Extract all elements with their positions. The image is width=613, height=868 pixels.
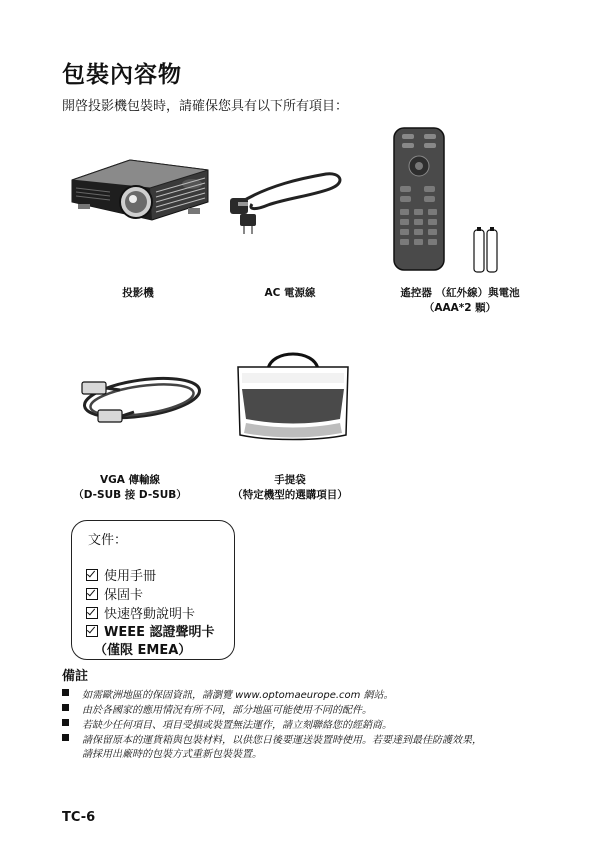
checkbox-icon <box>86 569 98 581</box>
note-item-continued: 請採用出廠時的包裝方式重新包裝裝置。 <box>82 749 262 760</box>
carry-bag-image <box>228 345 358 445</box>
batteries-image <box>472 226 500 276</box>
note-item: 如需歐洲地區的保固資訊，請瀏覽 www.optomaeurope.com 網站。 <box>62 686 394 701</box>
projector-image <box>60 150 215 228</box>
intro-text: 開啓投影機包裝時，請確保您具有以下所有項目： <box>62 99 349 114</box>
vga-cable-image <box>62 362 212 440</box>
caption-vga-cable: VGA 傳輸線 （D-SUB 接 D-SUB） <box>73 474 187 501</box>
note-item: 由於各國家的應用情況有所不同，部分地區可能使用不同的配件。 <box>62 701 372 716</box>
checkbox-icon <box>86 588 98 600</box>
remote-control-image <box>390 126 448 273</box>
page-number: TC-6 <box>62 810 96 825</box>
bullet-icon <box>62 689 69 696</box>
note-item: 若缺少任何項目、項目受損或裝置無法運作，請立刻聯絡您的經銷商。 <box>62 716 392 731</box>
bullet-icon <box>62 719 69 726</box>
bullet-icon <box>62 704 69 711</box>
caption-remote: 遙控器 （紅外線）與電池 （AAA*2 顆） <box>400 287 520 314</box>
document-item: 使用手冊 <box>86 565 156 584</box>
checkbox-icon <box>86 625 98 637</box>
note-item: 請保留原本的運貨箱與包裝材料，以供您日後要運送裝置時使用。若要達到最佳防護效果， <box>62 731 482 746</box>
documents-title: 文件： <box>88 533 128 548</box>
caption-projector: 投影機 <box>122 287 154 299</box>
documents-box <box>71 520 235 660</box>
page-title: 包裝內容物 <box>62 62 182 88</box>
document-item: 快速啓動說明卡 <box>86 603 195 622</box>
document-item: WEEE 認證聲明卡 <box>86 621 215 640</box>
ac-power-cord-image <box>228 160 356 238</box>
document-item-note: （僅限 EMEA） <box>94 643 192 658</box>
caption-carry-bag: 手提袋 （特定機型的選購項目） <box>232 474 348 501</box>
bullet-icon <box>62 734 69 741</box>
caption-ac-cord: AC 電源線 <box>264 287 316 299</box>
notes-title: 備註 <box>62 669 89 684</box>
checkbox-icon <box>86 607 98 619</box>
document-item: 保固卡 <box>86 584 143 603</box>
